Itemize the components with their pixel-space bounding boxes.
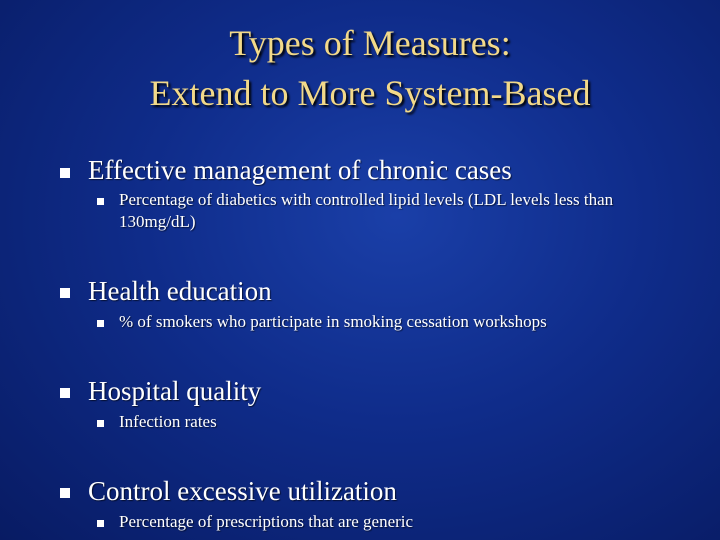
square-bullet-icon [60, 168, 70, 178]
bullet-item-chronic-cases: Effective management of chronic cases [88, 155, 512, 185]
square-bullet-icon [97, 420, 104, 427]
slide-title-line2: Extend to More System-Based [149, 73, 591, 113]
slide-title [0, 18, 720, 118]
sub-bullet-infection-rates: Infection rates [119, 412, 217, 431]
bullet-item-utilization: Control excessive utilization [88, 476, 397, 506]
bullet-item-hospital-quality: Hospital quality [88, 376, 262, 406]
square-bullet-icon [97, 198, 104, 205]
sub-bullet-generic-prescriptions: Percentage of prescriptions that are generic [119, 512, 414, 531]
square-bullet-icon [97, 520, 104, 527]
bullet-item-health-education: Health education [88, 276, 272, 306]
square-bullet-icon [97, 320, 104, 327]
slide-title-line1: Types of Measures: [229, 23, 511, 63]
square-bullet-icon [60, 288, 70, 298]
square-bullet-icon [60, 488, 70, 498]
sub-bullet-lipid-levels: Percentage of diabetics with controlled lipid levels (LDL levels less than 130mg/dL) [119, 190, 614, 231]
sub-bullet-smokers: % of smokers who participate in smoking cessation workshops [119, 312, 547, 331]
square-bullet-icon [60, 388, 70, 398]
